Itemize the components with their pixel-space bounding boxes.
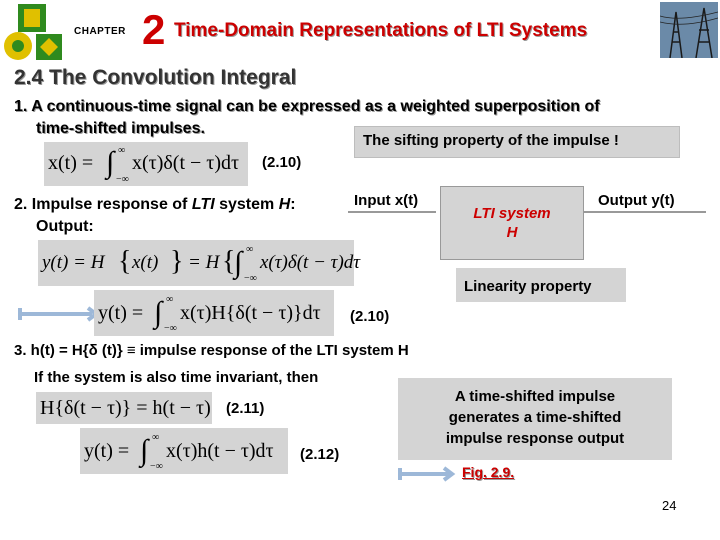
equation-2-12: y(t) = ∫ ∞ −∞ x(τ)h(t − τ)dτ [80, 428, 288, 474]
linearity-callout [456, 268, 626, 302]
eq-number-2-11: (2.11) [226, 400, 265, 417]
lti-system-block [440, 186, 584, 260]
chapter-label: CHAPTER [74, 26, 126, 37]
lti-system-label: LTI system [473, 205, 551, 222]
chapter-number: 2 [142, 6, 166, 53]
eq-number-2-12: (2.12) [300, 446, 340, 463]
point2-line1: 2. Impulse response of LTI system H: [14, 196, 296, 213]
input-label: Input x(t) [354, 192, 419, 209]
output-label: Output y(t) [598, 192, 675, 209]
section-title: 2.4 The Convolution Integral [14, 66, 297, 89]
equation-2-11: H{δ(t − τ)} = h(t − τ) [36, 392, 212, 424]
equation-2-10-sifting: x(t) = ∫ ∞ −∞ x(τ)δ(t − τ)dτ [44, 142, 248, 186]
equation-2-10-linearity: y(t) = ∫ ∞ −∞ x(τ)H{δ(t − τ)}dτ [94, 290, 334, 336]
page-number: 24 [662, 498, 677, 513]
fig-2-9-label: Fig. 2.9. [462, 464, 515, 480]
point3-line2: If the system is also time invariant, then [34, 369, 319, 386]
eq-number-2-10-b: (2.10) [350, 308, 390, 325]
point1-line2: time-shifted impulses. [36, 120, 205, 137]
sifting-property-text: The sifting property of the impulse ! [363, 132, 619, 149]
lti-system-h: H [506, 224, 518, 241]
output-equation: y(t) = H { x(t) } = H { ∫ ∞ −∞ x(τ)δ(t − τ)dτ [38, 240, 354, 286]
eq-number-2-10-a: (2.10) [262, 154, 302, 171]
point3-line1: 3. h(t) = H{δ (t)} ≡ impulse response of the LTI system H [14, 342, 409, 359]
linearity-text: Linearity property [464, 278, 592, 295]
time-shift-callout: A time-shifted impulse generates a time-shifted impulse response output [398, 378, 672, 460]
point2-line2: Output: [36, 218, 94, 235]
point1-line1: 1. A continuous-time signal can be expressed as a weighted superposition of [14, 98, 600, 115]
slide-title: Time-Domain Representations of LTI Systems [174, 20, 588, 41]
